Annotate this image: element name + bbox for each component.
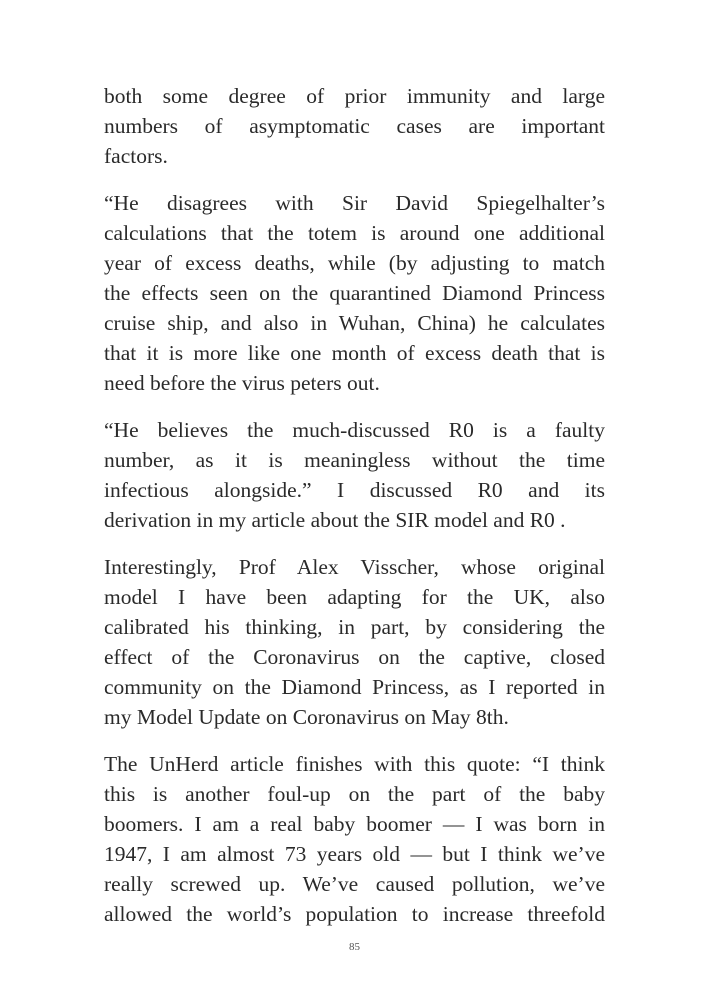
text-line: boomers. I am a real baby boomer — I was born in — [104, 812, 605, 836]
text-line: 1947, I am almost 73 years old — but I think we’ve — [104, 842, 605, 866]
paragraph-5 — [104, 749, 605, 929]
text-line: effect of the Coronavirus on the captive, closed — [104, 645, 605, 669]
text-line: “He believes the much-discussed R0 is a faulty — [104, 418, 605, 442]
text-line: cruise ship, and also in Wuhan, China) he calculates — [104, 311, 605, 335]
text-line: number, as it is meaningless without the time — [104, 448, 605, 472]
paragraph-4 — [104, 552, 605, 732]
text-line: derivation in my article about the SIR model and R0 . — [104, 508, 566, 532]
text-line: that it is more like one month of excess death that is — [104, 341, 605, 365]
text-line: numbers of asymptomatic cases are important — [104, 114, 605, 138]
text-line: infectious alongside.” I discussed R0 and its — [104, 478, 605, 502]
body-text — [104, 81, 605, 946]
text-line: factors. — [104, 144, 168, 168]
text-line: model I have been adapting for the UK, also — [104, 585, 605, 609]
text-line: both some degree of prior immunity and large — [104, 84, 605, 108]
text-line: calibrated his thinking, in part, by considering the — [104, 615, 605, 639]
text-line: my Model Update on Coronavirus on May 8th. — [104, 705, 509, 729]
page-number: 85 — [349, 941, 360, 953]
text-line: Interestingly, Prof Alex Visscher, whose original — [104, 555, 605, 579]
paragraph-1 — [104, 81, 605, 171]
text-line: allowed the world’s population to increase threefold — [104, 902, 605, 926]
text-line: the effects seen on the quarantined Diamond Princess — [104, 281, 605, 305]
paragraph-2 — [104, 188, 605, 398]
text-line: community on the Diamond Princess, as I reported in — [104, 675, 605, 699]
text-line: need before the virus peters out. — [104, 371, 380, 395]
text-line: calculations that the totem is around one additional — [104, 221, 605, 245]
text-line: “He disagrees with Sir David Spiegelhalter’s — [104, 191, 605, 215]
text-line: really screwed up. We’ve caused pollution, we’ve — [104, 872, 605, 896]
text-line: this is another foul-up on the part of the baby — [104, 782, 605, 806]
paragraph-3 — [104, 415, 605, 535]
text-line: year of excess deaths, while (by adjusting to match — [104, 251, 605, 275]
text-line: The UnHerd article finishes with this quote: “I think — [104, 752, 605, 776]
